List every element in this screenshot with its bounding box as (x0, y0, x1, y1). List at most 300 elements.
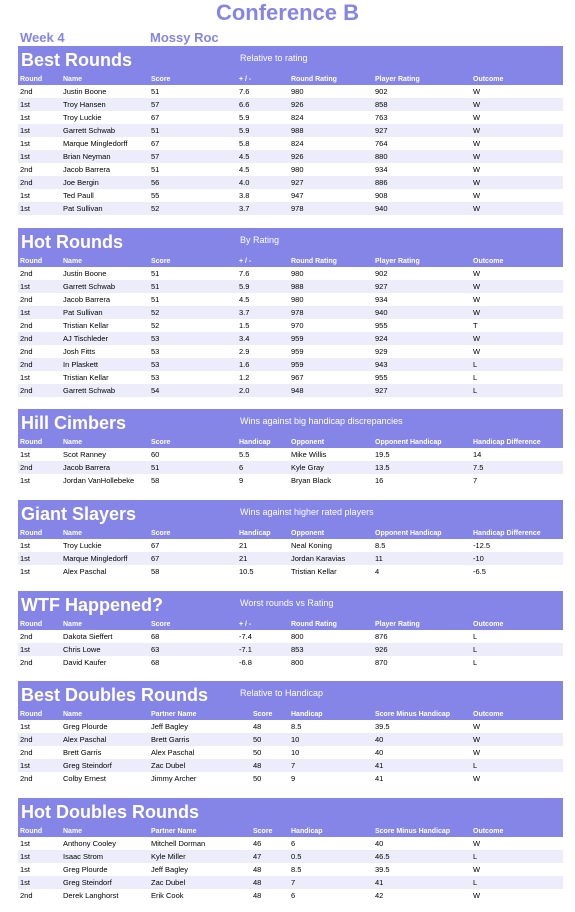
section-header (18, 46, 563, 74)
cell-round-rating: 800 (291, 658, 304, 667)
cell-outcome: L (471, 358, 563, 371)
section-header (18, 681, 563, 709)
cell-handicap: 7 (289, 759, 373, 772)
cell-player-rating: 927 (373, 280, 471, 293)
cell-handicap: 0.5 (289, 850, 373, 863)
week-label: Week 4 (20, 30, 65, 45)
cell-outcome: W (471, 202, 563, 215)
cell-handicap-difference: 7 (473, 476, 478, 485)
cell-score: 48 (251, 876, 289, 889)
cell-partner-name: Mitchell Dorman (151, 839, 206, 848)
cell-plus-minus: 1.5 (239, 321, 250, 330)
cell-opponent-handicap: 19.5 (375, 450, 390, 459)
cell-plus-minus: 4.5 (239, 295, 250, 304)
cell-outcome: W (471, 124, 563, 137)
cell-name: Chris Lowe (61, 643, 149, 656)
cell-name: Greg Steindorf (61, 759, 149, 772)
column-header-name: Name (61, 437, 149, 448)
column-header-round: Round (18, 709, 61, 720)
cell-score: 60 (151, 450, 160, 459)
cell-score: 57 (149, 98, 237, 111)
table-row (18, 889, 563, 902)
cell-player-rating: 880 (373, 150, 471, 163)
table-header-row (18, 256, 563, 267)
table-header-row (18, 619, 563, 630)
section-description: By Rating (240, 235, 280, 245)
cell-handicap: 10 (291, 748, 300, 757)
cell-round: 1st (18, 850, 61, 863)
cell-outcome: L (471, 850, 563, 863)
cell-opponent-handicap: 13.5 (373, 461, 471, 474)
cell-score: 46 (253, 839, 262, 848)
hot-doubles-rounds-section (18, 798, 563, 902)
cell-name: Jordan VanHollebeke (63, 476, 135, 485)
table-header-row (18, 826, 563, 837)
cell-score-minus-handicap: 41 (375, 774, 384, 783)
cell-round-rating: 926 (289, 150, 373, 163)
cell-round: 2nd (20, 891, 33, 900)
column-header-round: Round (18, 619, 61, 630)
cell-plus-minus: 3.4 (237, 332, 289, 345)
cell-name: Justin Boone (63, 269, 107, 278)
stats-table (18, 74, 563, 215)
cell-name: Marque Mingledorff (61, 552, 149, 565)
cell-round: 2nd (18, 358, 61, 371)
cell-round: 2nd (18, 461, 61, 474)
cell-player-rating: 763 (375, 113, 388, 122)
table-row (18, 280, 563, 293)
giant-slayers-section (18, 500, 563, 578)
section-title: Hill Cimbers (21, 413, 127, 433)
cell-score: 51 (149, 124, 237, 137)
cell-score-minus-handicap: 46.5 (373, 850, 471, 863)
cell-player-rating: 929 (375, 347, 388, 356)
cell-round: 2nd (18, 733, 61, 746)
section-title: Hot Doubles Rounds (21, 802, 199, 822)
cell-outcome: W (473, 165, 481, 174)
cell-player-rating: 908 (375, 191, 388, 200)
cell-score: 51 (151, 87, 160, 96)
cell-name: Josh Fitts (63, 347, 96, 356)
column-header-name: Name (61, 709, 149, 720)
section-description: Relative to Handicap (240, 688, 324, 698)
cell-plus-minus: 4.0 (237, 176, 289, 189)
cell-score: 53 (151, 347, 160, 356)
cell-name: Brian Neyman (61, 150, 149, 163)
cell-plus-minus: 3.8 (239, 191, 250, 200)
column-header-handicap: Handicap (237, 437, 289, 448)
column-header-player-rating: Player Rating (373, 619, 471, 630)
table-row (18, 746, 563, 759)
cell-score: 50 (253, 774, 262, 783)
cell-round: 1st (18, 98, 61, 111)
section-header (18, 409, 563, 437)
cell-partner-name: Erik Cook (151, 891, 184, 900)
column-header-round: Round (18, 528, 61, 539)
cell-name: Pat Sullivan (61, 202, 149, 215)
cell-opponent: Jordan Karavias (289, 552, 373, 565)
cell-outcome: W (473, 774, 481, 783)
cell-name: In Plaskett (61, 358, 149, 371)
cell-round: 1st (20, 865, 31, 874)
cell-name: Joe Bergin (61, 176, 149, 189)
cell-name: Marque Mingledorff (63, 139, 128, 148)
stats-table (18, 437, 563, 487)
cell-outcome: W (473, 891, 481, 900)
section-header (18, 591, 563, 619)
column-header-round-rating: Round Rating (289, 619, 373, 630)
cell-round-rating: 959 (291, 347, 304, 356)
cell-round-rating: 980 (291, 165, 304, 174)
cell-round-rating: 959 (289, 332, 373, 345)
column-header-name: Name (61, 74, 149, 85)
cell-score-minus-handicap: 39.5 (375, 865, 390, 874)
cell-outcome: W (473, 722, 481, 731)
column-header-partner-name: Partner Name (149, 826, 251, 837)
cell-plus-minus: 7.6 (239, 87, 250, 96)
cell-handicap-difference: -12.5 (473, 541, 491, 550)
table-row (18, 448, 563, 461)
table-row (18, 474, 563, 487)
cell-player-rating: 924 (373, 332, 471, 345)
cell-partner-name: Brett Garris (149, 733, 251, 746)
column-header-outcome: Outcome (471, 826, 563, 837)
cell-score: 51 (149, 280, 237, 293)
table-row (18, 124, 563, 137)
cell-round-rating: 824 (291, 113, 304, 122)
cell-opponent-handicap: 4 (375, 567, 380, 576)
cell-handicap: 10.5 (239, 567, 254, 576)
cell-round: 2nd (18, 384, 61, 397)
cell-outcome: T (473, 321, 478, 330)
cell-handicap: 9 (239, 476, 244, 485)
cell-plus-minus: 1.6 (237, 358, 289, 371)
cell-handicap: 9 (291, 774, 296, 783)
cell-score: 56 (149, 176, 237, 189)
cell-score: 47 (251, 850, 289, 863)
section-description: Wins against higher rated players (240, 507, 374, 517)
cell-round: 1st (20, 139, 31, 148)
cell-name: Colby Ernest (63, 774, 106, 783)
table-row (18, 539, 563, 552)
table-row (18, 150, 563, 163)
cell-handicap: 7 (289, 876, 373, 889)
stats-table (18, 619, 563, 669)
cell-round-rating: 948 (289, 384, 373, 397)
cell-round: 2nd (20, 774, 33, 783)
table-row (18, 345, 563, 358)
table-row (18, 332, 563, 345)
cell-score: 53 (149, 358, 237, 371)
cell-score-minus-handicap: 40 (375, 839, 384, 848)
cell-plus-minus: -7.4 (239, 632, 252, 641)
cell-player-rating: 934 (375, 295, 388, 304)
column-header-round: Round (18, 437, 61, 448)
table-row (18, 98, 563, 111)
table-row (18, 643, 563, 656)
column-header-score: Score (149, 528, 237, 539)
hill-climbers-section (18, 409, 563, 487)
column-header-score: Score (251, 709, 289, 720)
cell-opponent-handicap: 11 (373, 552, 471, 565)
column-header-player-rating: Player Rating (373, 256, 471, 267)
cell-plus-minus: 2.0 (237, 384, 289, 397)
column-header-name: Name (61, 528, 149, 539)
cell-round: 1st (18, 876, 61, 889)
cell-score: 67 (151, 541, 160, 550)
cell-round: 1st (20, 839, 31, 848)
column-header-score: Score (149, 619, 237, 630)
cell-round-rating: 853 (289, 643, 373, 656)
cell-score: 54 (149, 384, 237, 397)
table-row (18, 552, 563, 565)
cell-round-rating: 926 (289, 98, 373, 111)
cell-partner-name: Kyle Miller (149, 850, 251, 863)
table-row (18, 837, 563, 850)
cell-handicap-difference: 7.5 (471, 461, 563, 474)
cell-outcome: W (471, 332, 563, 345)
cell-player-rating: 927 (373, 384, 471, 397)
cell-outcome: L (471, 876, 563, 889)
cell-round: 1st (18, 552, 61, 565)
table-row (18, 319, 563, 332)
cell-round: 2nd (20, 748, 33, 757)
cell-outcome: W (471, 280, 563, 293)
cell-score: 68 (151, 658, 160, 667)
cell-round: 2nd (20, 87, 33, 96)
cell-outcome: L (471, 643, 563, 656)
cell-score: 52 (149, 202, 237, 215)
cell-player-rating: 902 (375, 87, 388, 96)
hot-rounds-section (18, 228, 563, 397)
cell-score: 58 (151, 567, 160, 576)
cell-opponent-handicap: 16 (375, 476, 384, 485)
course-label: Mossy Roc (150, 30, 219, 45)
table-row (18, 371, 563, 384)
section-title: WTF Happened? (21, 595, 163, 615)
cell-outcome: W (473, 347, 481, 356)
cell-plus-minus: 5.9 (239, 113, 250, 122)
cell-round-rating: 947 (291, 191, 304, 200)
cell-outcome: W (471, 150, 563, 163)
cell-round-rating: 978 (289, 202, 373, 215)
cell-player-rating: 940 (373, 202, 471, 215)
cell-score: 63 (149, 643, 237, 656)
cell-name: Tristian Kellar (63, 321, 109, 330)
cell-plus-minus: 4.5 (239, 165, 250, 174)
cell-opponent-handicap: 8.5 (375, 541, 386, 550)
section-description: Relative to rating (240, 53, 308, 63)
cell-player-rating: 940 (373, 306, 471, 319)
cell-plus-minus: 5.9 (237, 280, 289, 293)
table-row (18, 565, 563, 578)
cell-round-rating: 980 (291, 269, 304, 278)
cell-round-rating: 980 (291, 87, 304, 96)
table-row (18, 293, 563, 306)
cell-handicap: 8.5 (291, 722, 302, 731)
cell-name: Alex Paschal (61, 733, 149, 746)
cell-score-minus-handicap: 42 (375, 891, 384, 900)
cell-round: 2nd (18, 176, 61, 189)
column-header-round-rating: Round Rating (289, 256, 373, 267)
cell-score: 48 (253, 865, 262, 874)
table-row (18, 759, 563, 772)
table-header-row (18, 709, 563, 720)
cell-outcome: W (473, 295, 481, 304)
cell-handicap-difference: -10 (471, 552, 563, 565)
cell-score: 50 (251, 733, 289, 746)
column-header-handicap: Handicap (237, 528, 289, 539)
column-header-score: Score (149, 74, 237, 85)
cell-round: 1st (18, 306, 61, 319)
cell-score: 51 (151, 165, 160, 174)
column-header-handicap-difference: Handicap Difference (471, 437, 563, 448)
cell-score: 67 (149, 552, 237, 565)
cell-handicap: 21 (239, 541, 248, 550)
cell-name: Troy Luckie (63, 113, 102, 122)
table-row (18, 876, 563, 889)
column-header-opponent: Opponent (289, 528, 373, 539)
table-row (18, 630, 563, 643)
cell-plus-minus: 6.6 (237, 98, 289, 111)
best-doubles-rounds-section (18, 681, 563, 785)
table-row (18, 267, 563, 280)
cell-round-rating: 988 (289, 280, 373, 293)
cell-score-minus-handicap: 40 (375, 748, 384, 757)
cell-name: Tristian Kellar (63, 373, 109, 382)
cell-score-minus-handicap: 41 (373, 876, 471, 889)
cell-round: 1st (20, 567, 31, 576)
cell-score: 57 (149, 150, 237, 163)
cell-player-rating: 926 (373, 643, 471, 656)
best-rounds-section (18, 46, 563, 215)
table-row (18, 461, 563, 474)
cell-score: 55 (151, 191, 160, 200)
stats-table (18, 709, 563, 785)
column-header-partner-name: Partner Name (149, 709, 251, 720)
cell-name: Troy Hansen (61, 98, 149, 111)
section-title: Best Rounds (21, 50, 133, 70)
cell-outcome: L (473, 373, 478, 382)
table-header-row (18, 528, 563, 539)
cell-handicap: 5.5 (239, 450, 250, 459)
cell-name: Greg Plourde (63, 722, 108, 731)
table-row (18, 863, 563, 876)
cell-round: 2nd (20, 321, 33, 330)
cell-plus-minus: 5.8 (239, 139, 250, 148)
cell-outcome: W (473, 269, 481, 278)
column-header-outcome: Outcome (471, 709, 563, 720)
stats-table (18, 256, 563, 397)
cell-score: 53 (151, 373, 160, 382)
table-row (18, 656, 563, 669)
cell-player-rating: 858 (373, 98, 471, 111)
stats-table (18, 528, 563, 578)
column-header-outcome: Outcome (471, 619, 563, 630)
cell-outcome: W (473, 839, 481, 848)
cell-partner-name: Jimmy Archer (151, 774, 197, 783)
table-row (18, 85, 563, 98)
column-header-round: Round (18, 256, 61, 267)
cell-plus-minus: -7.1 (237, 643, 289, 656)
column-header-score-minus-handicap: Score Minus Handicap (373, 709, 471, 720)
cell-name: Garrett Schwab (61, 124, 149, 137)
column-header-plus-minus: + / - (237, 619, 289, 630)
cell-name: Dakota Sieffert (63, 632, 113, 641)
table-row (18, 733, 563, 746)
cell-partner-name: Zac Dubel (149, 759, 251, 772)
cell-plus-minus: 4.5 (237, 150, 289, 163)
column-header-round: Round (18, 74, 61, 85)
cell-round: 2nd (20, 347, 33, 356)
cell-round: 2nd (18, 332, 61, 345)
cell-name: Greg Plourde (63, 865, 108, 874)
cell-round-rating: 800 (291, 632, 304, 641)
cell-opponent: Bryan Black (291, 476, 332, 485)
cell-partner-name: Jeff Bagley (151, 722, 188, 731)
cell-name: AJ Tischleder (61, 332, 149, 345)
cell-round: 2nd (20, 295, 33, 304)
column-header-outcome: Outcome (471, 256, 563, 267)
section-title: Best Doubles Rounds (21, 685, 209, 705)
cell-player-rating: 927 (373, 124, 471, 137)
cell-name: Derek Langhorst (63, 891, 119, 900)
cell-name: Jacob Barrera (63, 295, 111, 304)
cell-round-rating: 824 (291, 139, 304, 148)
cell-round: 2nd (20, 632, 33, 641)
cell-player-rating: 876 (375, 632, 388, 641)
table-row (18, 176, 563, 189)
table-row (18, 850, 563, 863)
cell-round: 1st (20, 722, 31, 731)
cell-round: 1st (20, 476, 31, 485)
cell-score: 51 (151, 269, 160, 278)
wtf-happened-section (18, 591, 563, 669)
section-header (18, 500, 563, 528)
cell-outcome: W (471, 176, 563, 189)
table-row (18, 111, 563, 124)
cell-handicap: 6 (291, 891, 296, 900)
cell-score: 58 (151, 476, 160, 485)
cell-score: 50 (253, 748, 262, 757)
stats-table (18, 826, 563, 902)
cell-plus-minus: 7.6 (239, 269, 250, 278)
cell-partner-name: Zac Dubel (149, 876, 251, 889)
column-header-handicap: Handicap (289, 709, 373, 720)
section-description: Wins against big handicap discrepancies (240, 416, 403, 426)
cell-name: Anthony Cooley (63, 839, 116, 848)
cell-name: Jacob Barrera (63, 165, 111, 174)
cell-handicap-difference: -6.5 (473, 567, 486, 576)
cell-handicap: 21 (237, 552, 289, 565)
cell-handicap: 6 (291, 839, 296, 848)
cell-outcome: W (473, 113, 481, 122)
cell-round: 2nd (20, 269, 33, 278)
column-header-outcome: Outcome (471, 74, 563, 85)
cell-player-rating: 955 (375, 373, 388, 382)
cell-score: 48 (251, 759, 289, 772)
cell-round: 1st (20, 191, 31, 200)
cell-round: 2nd (20, 658, 33, 667)
cell-round: 1st (18, 202, 61, 215)
cell-plus-minus: -6.8 (239, 658, 252, 667)
column-header-handicap: Handicap (289, 826, 373, 837)
cell-score: 48 (253, 722, 262, 731)
cell-outcome: L (471, 759, 563, 772)
cell-plus-minus: 5.9 (237, 124, 289, 137)
cell-plus-minus: 3.7 (237, 306, 289, 319)
column-header-plus-minus: + / - (237, 256, 289, 267)
